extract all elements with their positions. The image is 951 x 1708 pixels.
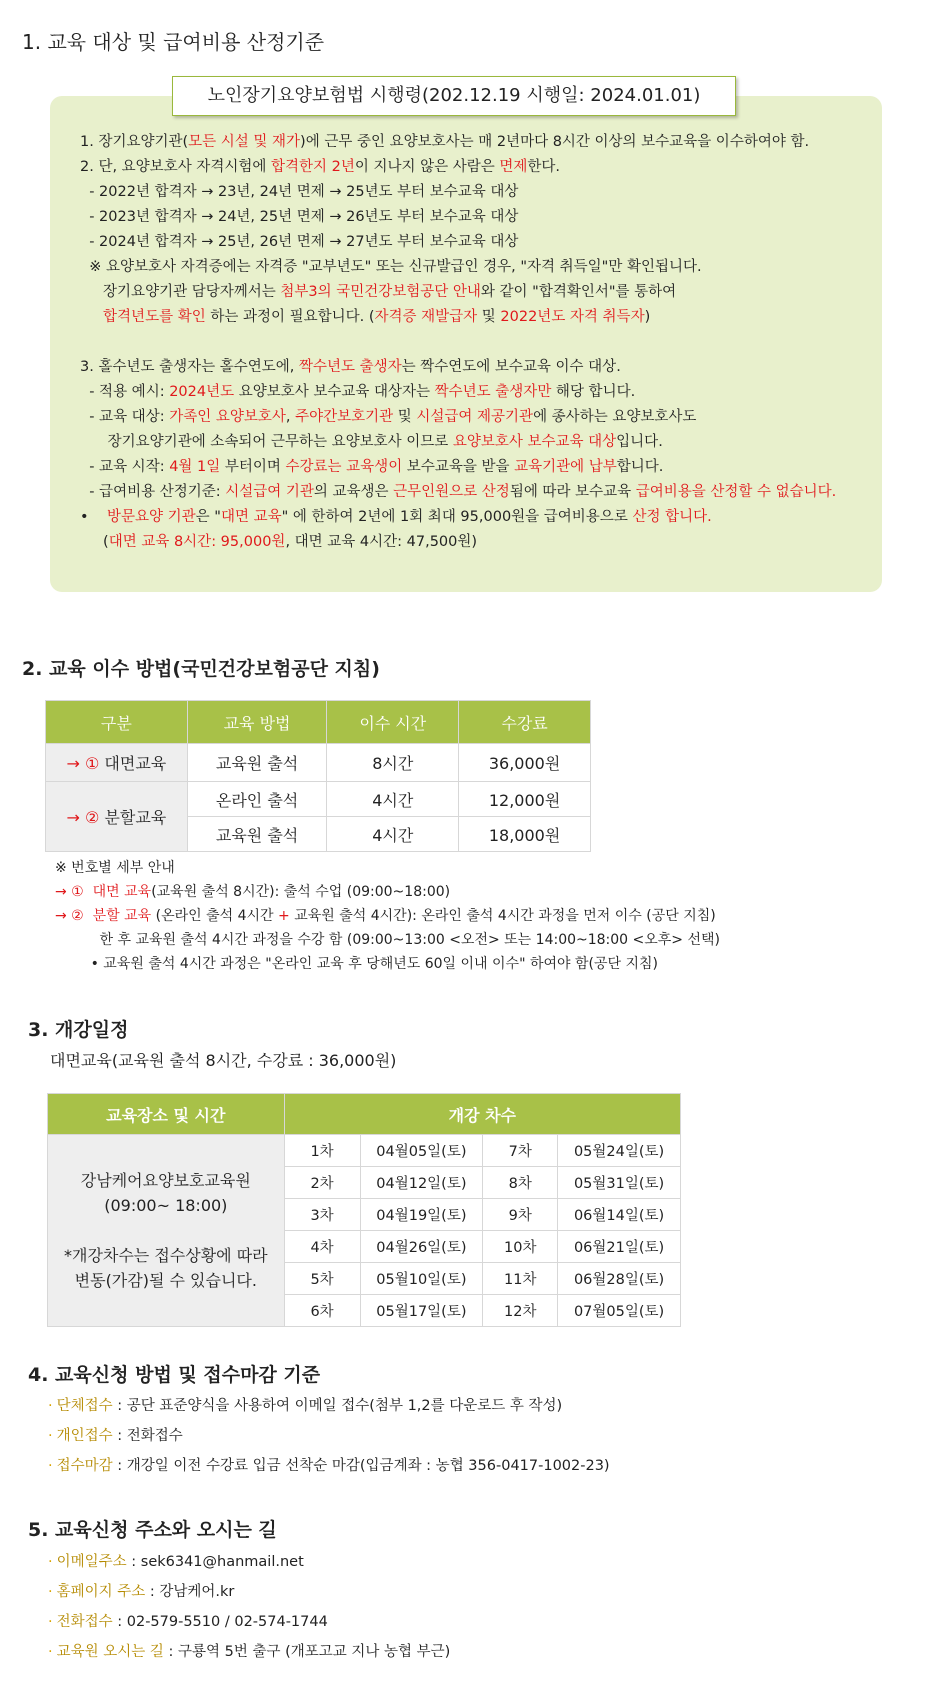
text-line (55, 856, 720, 880)
text-line (80, 330, 836, 355)
text-segment: 이 지나지 않은 사람은 (354, 159, 500, 175)
highlight-text: + (278, 908, 290, 924)
highlight-text: 근무인원으로 산정 (393, 484, 510, 500)
hours-cell: 4시간 (327, 782, 459, 817)
application-method-list (48, 1391, 610, 1481)
highlight-text: 2024년도 (169, 384, 235, 400)
text-line (80, 280, 836, 305)
highlight-text: 교육기관에 납부 (514, 459, 617, 475)
schedule-subtitle: 대면교육(교육원 출석 8시간, 수강료 : 36,000원) (50, 1051, 397, 1070)
session-number: 4차 (284, 1231, 360, 1263)
item-text: : 전화접수 (112, 1428, 183, 1444)
item-label: 홈페이지 주소 (56, 1584, 146, 1600)
text-line (80, 205, 836, 230)
header-method: 교육 방법 (187, 701, 327, 744)
session-date: 05월24일(토) (558, 1135, 681, 1167)
item-label: 접수마감 (56, 1458, 113, 1474)
bullet-icon: · (48, 1644, 53, 1660)
session-date: 04월12일(토) (360, 1167, 483, 1199)
list-item (48, 1577, 450, 1607)
session-date: 06월14일(토) (558, 1199, 681, 1231)
highlight-text: 시설급여 제공기관 (416, 409, 534, 425)
text-segment: (온라인 출석 4시간 (151, 908, 279, 924)
text-segment: , (285, 409, 296, 425)
method-cell: 교육원 출석 (187, 744, 327, 782)
contact-list (48, 1547, 450, 1667)
text-segment: 의 교육생은 (313, 484, 394, 500)
session-date: 06월28일(토) (558, 1263, 681, 1295)
text-segment: - 급여비용 산정기준: (80, 484, 226, 500)
text-line (80, 130, 836, 155)
session-date: 05월17일(토) (360, 1295, 483, 1327)
item-label: 이메일주소 (56, 1554, 127, 1570)
text-segment: 에 종사하는 요양보호사도 (533, 409, 697, 425)
text-segment: ) (644, 309, 651, 325)
highlight-text: 방문요양 기관 (107, 509, 196, 525)
bullet-icon: · (48, 1584, 53, 1600)
text-segment: (교육원 출석 8시간): 출석 수업 (09:00~18:00) (151, 884, 451, 900)
header-sessions: 개강 차수 (284, 1094, 680, 1135)
text-segment: ※ 요양보호사 자격증에는 자격증 "교부년도" 또는 신규발급인 경우, "자격 취득일"만 확인됩니다. (80, 259, 702, 275)
table-row (46, 744, 591, 782)
text-segment: 장기요양기관에 소속되어 근무하는 요양보호사 이므로 (80, 434, 453, 450)
session-date: 04월05일(토) (360, 1135, 483, 1167)
highlight-text: 모든 시설 및 재가 (188, 134, 301, 150)
highlight-text: 대면 교육 8시간: 95,000원 (108, 534, 286, 550)
list-item (48, 1637, 450, 1667)
text-line (80, 255, 836, 280)
category-in-person (46, 744, 188, 782)
education-method-table (45, 700, 591, 852)
text-segment: 한다. (527, 159, 560, 175)
item-text: : 개강일 이전 수강료 입금 선착순 마감(입금계좌 : 농협 356-0417-1002-23) (112, 1458, 610, 1474)
header-place: 교육장소 및 시간 (48, 1094, 285, 1135)
text-line (55, 928, 720, 952)
method-cell: 온라인 출석 (187, 782, 327, 817)
text-segment: 는 짝수연도에 보수교육 이수 대상. (401, 359, 621, 375)
category-prefix: → ② (66, 808, 100, 827)
highlight-text: 산정 합니다. (632, 509, 712, 525)
session-date: 05월10일(토) (360, 1263, 483, 1295)
place-time: (09:00~ 18:00) (104, 1196, 228, 1215)
fee-cell: 36,000원 (459, 744, 591, 782)
text-segment: 3. 홀수년도 출생자는 홀수연도에, (80, 359, 299, 375)
homepage-text[interactable]: : 강남케어.kr (145, 1584, 235, 1600)
highlight-text: 주야간보호기관 (295, 409, 394, 425)
text-segment: 하는 과정이 필요합니다. ( (205, 309, 375, 325)
session-number: 9차 (483, 1199, 558, 1231)
method-notes (55, 856, 720, 976)
table-header-row (46, 701, 591, 744)
list-item (48, 1607, 450, 1637)
section3-heading: 3. 개강일정 (28, 1019, 129, 1041)
text-segment: 부터이며 (220, 459, 286, 475)
text-segment: 입니다. (616, 434, 663, 450)
text-segment: 요양보호사 보수교육 대상자는 (234, 384, 435, 400)
bullet-icon: · (48, 1398, 53, 1414)
highlight-text: 면제 (499, 159, 528, 175)
law-title-box (172, 76, 736, 116)
item-label: 개인접수 (56, 1428, 113, 1444)
section2-heading: 2. 교육 이수 방법(국민건강보험공단 지침) (22, 658, 380, 680)
session-number: 10차 (483, 1231, 558, 1263)
text-segment: 보수교육을 받을 (402, 459, 515, 475)
session-date: 06월21일(토) (558, 1231, 681, 1263)
place-cell (48, 1135, 285, 1327)
text-line (80, 380, 836, 405)
bullet-icon: · (48, 1554, 53, 1570)
text-segment: • 교육원 출석 4시간 과정은 "온라인 교육 후 당해년도 60일 이내 이수" 하여야 함(공단 지침) (55, 956, 658, 972)
text-segment: - 교육 대상: (80, 409, 170, 425)
header-fee: 수강료 (459, 701, 591, 744)
highlight-text: → ① 대면 교육 (55, 884, 152, 900)
highlight-text: 요양보호사 보수교육 대상 (452, 434, 617, 450)
category-label: 분할교육 (104, 808, 167, 827)
session-number: 6차 (284, 1295, 360, 1327)
highlight-text: 2022년도 자격 취득자 (500, 309, 645, 325)
highlight-text: 자격증 재발급자 (374, 309, 478, 325)
text-segment: 한 후 교육원 출석 4시간 과정을 수강 함 (09:00~13:00 <오전> 또는 14:00~18:00 <오후> 선택) (55, 932, 721, 948)
session-date: 07월05일(토) (558, 1295, 681, 1327)
text-segment: - 2022년 합격자 → 23년, 24년 면제 → 25년도 부터 보수교육 대상 (80, 184, 519, 200)
category-split (46, 782, 188, 852)
item-text: : 공단 표준양식을 사용하여 이메일 접수(첨부 1,2를 다운로드 후 작성) (112, 1398, 563, 1414)
highlight-text: 4월 1일 (169, 459, 221, 475)
session-number: 7차 (483, 1135, 558, 1167)
section5-heading: 5. 교육신청 주소와 오시는 길 (28, 1519, 277, 1541)
text-line (80, 155, 836, 180)
item-label: 전화접수 (56, 1614, 113, 1630)
session-date: 04월19일(토) (360, 1199, 483, 1231)
highlight-text: 짝수년도 출생자만 (434, 384, 552, 400)
text-segment: 해당 합니다. (551, 384, 636, 400)
highlight-text: 합격년도를 확인 (103, 309, 206, 325)
text-segment (80, 309, 103, 325)
text-line (55, 952, 720, 976)
highlight-text: → ② 분할 교육 (55, 908, 152, 924)
hours-cell: 4시간 (327, 817, 459, 852)
table-row (48, 1135, 681, 1167)
bullet-icon: · (48, 1428, 53, 1444)
text-segment: " 에 한하여 2년에 1회 최대 95,000원을 급여비용으로 (281, 509, 633, 525)
text-line (80, 505, 836, 530)
session-date: 05월31일(토) (558, 1167, 681, 1199)
session-number: 5차 (284, 1263, 360, 1295)
highlight-text: 합격한지 2년 (270, 159, 355, 175)
text-line (80, 305, 836, 330)
session-number: 2차 (284, 1167, 360, 1199)
phone-text: : 02-579-5510 / 02-574-1744 (112, 1614, 328, 1630)
list-item (48, 1451, 610, 1481)
bullet-icon: · (48, 1614, 53, 1630)
text-segment: 와 같이 "합격확인서"를 통하여 (480, 284, 677, 300)
bullet-icon: · (48, 1458, 53, 1474)
session-number: 12차 (483, 1295, 558, 1327)
section1-heading: 1. 교육 대상 및 급여비용 산정기준 (22, 30, 325, 54)
text-line (80, 530, 836, 555)
list-item (48, 1391, 610, 1421)
highlight-text: 짝수년도 출생자 (298, 359, 402, 375)
session-number: 11차 (483, 1263, 558, 1295)
session-date: 04월26일(토) (360, 1231, 483, 1263)
text-line (55, 880, 720, 904)
text-segment: , 대면 교육 4시간: 47,500원) (285, 534, 478, 550)
highlight-text: 대면 교육 (220, 509, 282, 525)
highlight-text: 시설급여 기관 (225, 484, 314, 500)
method-cell: 교육원 출석 (187, 817, 327, 852)
text-segment: 1. 장기요양기관( (80, 134, 189, 150)
text-segment: )에 근무 중인 요양보호사는 매 2년마다 8시간 이상의 보수교육을 이수하여야 함. (300, 134, 810, 150)
highlight-text: 첨부3의 국민건강보험공단 안내 (280, 284, 481, 300)
law-lines (80, 130, 836, 555)
section4-heading: 4. 교육신청 방법 및 접수마감 기준 (28, 1364, 321, 1386)
place-name: 강남케어요양보호교육원 (80, 1171, 251, 1190)
place-note: *개강차수는 접수상황에 따라 (63, 1246, 268, 1265)
session-number: 3차 (284, 1199, 360, 1231)
list-item (48, 1547, 450, 1577)
text-line (80, 180, 836, 205)
text-segment: 됨에 따라 보수교육 (509, 484, 636, 500)
fee-cell: 18,000원 (459, 817, 591, 852)
item-label: 교육원 오시는 길 (56, 1644, 164, 1660)
category-prefix: → ① (66, 754, 100, 773)
directions-text: : 구룡역 5번 출구 (개포고교 지나 농협 부근) (163, 1644, 451, 1660)
text-segment: ( (80, 534, 109, 550)
text-line (80, 430, 836, 455)
text-segment: 교육원 출석 4시간): 온라인 출석 4시간 과정을 먼저 이수 (공단 지침) (289, 908, 716, 924)
table-header-row (48, 1094, 681, 1135)
highlight-text: 급여비용을 산정할 수 없습니다. (635, 484, 837, 500)
schedule-table (47, 1093, 681, 1327)
text-segment: 2. 단, 요양보호사 자격시험에 (80, 159, 271, 175)
item-label: 단체접수 (56, 1398, 113, 1414)
text-line (80, 405, 836, 430)
text-segment: 및 (393, 409, 417, 425)
session-number: 1차 (284, 1135, 360, 1167)
fee-cell: 12,000원 (459, 782, 591, 817)
text-line (55, 904, 720, 928)
email-text[interactable]: : sek6341@hanmail.net (126, 1554, 304, 1570)
text-line (80, 480, 836, 505)
text-segment: - 적용 예시: (80, 384, 170, 400)
place-note: 변동(가감)될 수 있습니다. (74, 1271, 257, 1290)
category-label: 대면교육 (104, 754, 167, 773)
session-number: 8차 (483, 1167, 558, 1199)
text-segment: 장기요양기관 담당자께서는 (80, 284, 281, 300)
text-segment: • (80, 509, 107, 525)
text-segment: - 2023년 합격자 → 24년, 25년 면제 → 26년도 부터 보수교육 대상 (80, 209, 519, 225)
table-row (46, 782, 591, 817)
law-title: 노인장기요양보험법 시행령(202.12.19 시행일: 2024.01.01) (207, 85, 701, 106)
text-segment: ※ 번호별 세부 안내 (55, 860, 175, 876)
hours-cell: 8시간 (327, 744, 459, 782)
text-segment: 합니다. (616, 459, 664, 475)
text-segment: 및 (477, 309, 501, 325)
highlight-text: 가족인 요양보호사 (169, 409, 286, 425)
text-segment: - 교육 시작: (80, 459, 170, 475)
text-segment: - 2024년 합격자 → 25년, 26년 면제 → 27년도 부터 보수교육 대상 (80, 234, 519, 250)
header-category: 구분 (46, 701, 188, 744)
text-line (80, 355, 836, 380)
text-segment: 은 " (195, 509, 221, 525)
header-hours: 이수 시간 (327, 701, 459, 744)
text-line (80, 455, 836, 480)
list-item (48, 1421, 610, 1451)
highlight-text: 수강료는 교육생이 (285, 459, 403, 475)
text-line (80, 230, 836, 255)
